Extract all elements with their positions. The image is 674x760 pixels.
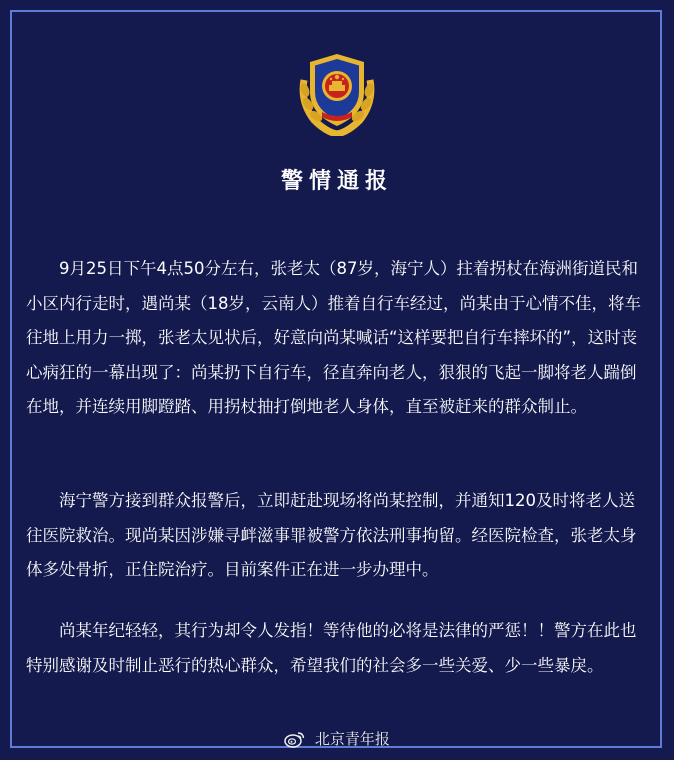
watermark-text: 北京青年报: [314, 730, 390, 748]
notice-paragraph-3: 尚某年纪轻轻，其行为却令人发指！等待他的必将是法律的严惩！！警方在此也特别感谢及时制止恶行的热心群众，希望我们的社会多一些关爱、少一些暴戾。: [26, 621, 637, 675]
notice-paragraph-1: 9月25日下午4点50分左右，张老太（87岁，海宁人）拄着拐杖在海洲街道民和小区内行走时，遇尚某（18岁，云南人）推着自行车经过，尚某由于心情不佳，将车往地上用力一掷，张老太见状后，好意向尚某喊话“这样要把自行车摔坏的”，这时丧心病狂的一幕出现了：尚某扔下自行车，径直奔向老人，狠狠的飞起一脚将老人踹倒在地，并连续用脚蹬踏、用拐杖抽打倒地老人身体，直至被赶来的群众制止。: [26, 259, 641, 416]
weibo-icon: [284, 730, 306, 748]
police-emblem-icon: [294, 50, 380, 136]
watermark: [0, 728, 674, 749]
notice-paragraph-2: 海宁警方接到群众报警后，立即赶赴现场将尚某控制，并通知120及时将老人送往医院救治。现尚某因涉嫌寻衅滋事罪被警方依法刑事拘留。经医院检查，张老太身体多处骨折，正住院治疗。目前案件正在进一步办理中。: [26, 491, 637, 579]
notice-title: 警情通报: [280, 169, 393, 194]
